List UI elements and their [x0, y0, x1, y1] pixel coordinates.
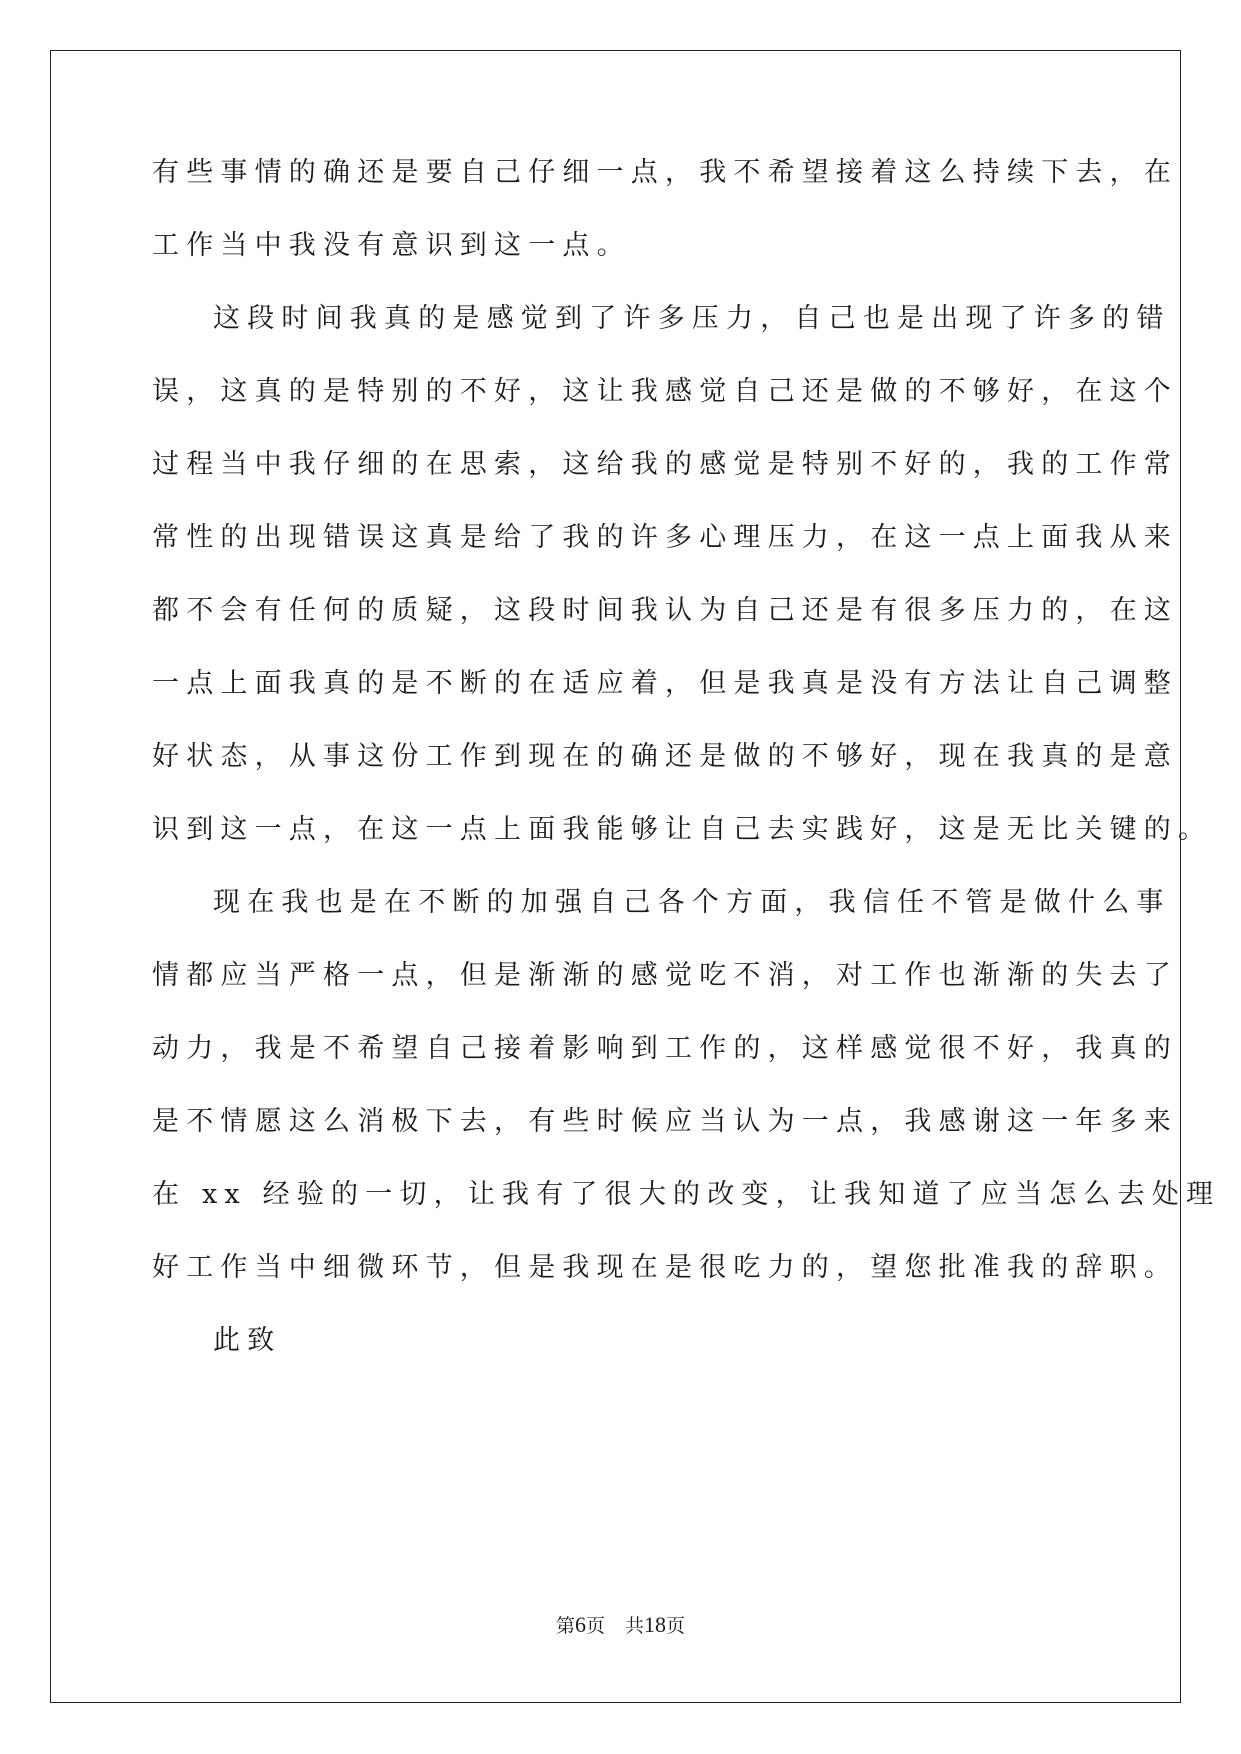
page-number: 6: [574, 1612, 586, 1637]
page-border: [50, 50, 1181, 1703]
text-line: 常性的出现错误这真是给了我的许多心理压力，在这一点上面我从来: [152, 522, 1178, 553]
closing-salutation: 此致: [213, 1325, 282, 1356]
total-pages: 18: [644, 1612, 667, 1637]
paragraph-first-line: 现在我也是在不断的加强自己各个方面，我信任不管是做什么事: [213, 887, 1171, 918]
text-line: 过程当中我仔细的在思索，这给我的感觉是特别不好的，我的工作常: [152, 449, 1178, 480]
paragraph-first-line: 这段时间我真的是感觉到了许多压力，自己也是出现了许多的错: [213, 303, 1171, 334]
text-line: 好工作当中细微环节，但是我现在是很吃力的，望您批准我的辞职。: [152, 1252, 1178, 1283]
text-line: 是不情愿这么消极下去，有些时候应当认为一点，我感谢这一年多来: [152, 1106, 1178, 1137]
text-line: 好状态，从事这份工作到现在的确还是做的不够好，现在我真的是意: [152, 741, 1178, 772]
total-label-prefix: 共: [625, 1616, 645, 1637]
text-line: 识到这一点，在这一点上面我能够让自己去实践好，这是无比关键的。: [152, 814, 1213, 845]
page-label-prefix: 第: [555, 1616, 575, 1637]
text-line: 动力，我是不希望自己接着影响到工作的，这样感觉很不好，我真的: [152, 1033, 1178, 1064]
text-line: 一点上面我真的是不断的在适应着，但是我真是没有方法让自己调整: [152, 668, 1178, 699]
text-line: 工作当中我没有意识到这一点。: [152, 230, 631, 261]
text-line: 都不会有任何的质疑，这段时间我认为自己还是有很多压力的，在这: [152, 595, 1178, 626]
text-line: 情都应当严格一点，但是渐渐的感觉吃不消，对工作也渐渐的失去了: [152, 960, 1178, 991]
text-line: 在 xx 经验的一切，让我有了很大的改变，让我知道了应当怎么去处理: [152, 1179, 1221, 1210]
page-label-suffix: 页: [585, 1616, 605, 1637]
text-line: 误，这真的是特别的不好，这让我感觉自己还是做的不够好，在这个: [152, 376, 1178, 407]
text-line: 有些事情的确还是要自己仔细一点，我不希望接着这么持续下去，在: [152, 157, 1178, 188]
page-footer: [0, 1611, 1241, 1638]
total-label-suffix: 页: [666, 1616, 686, 1637]
